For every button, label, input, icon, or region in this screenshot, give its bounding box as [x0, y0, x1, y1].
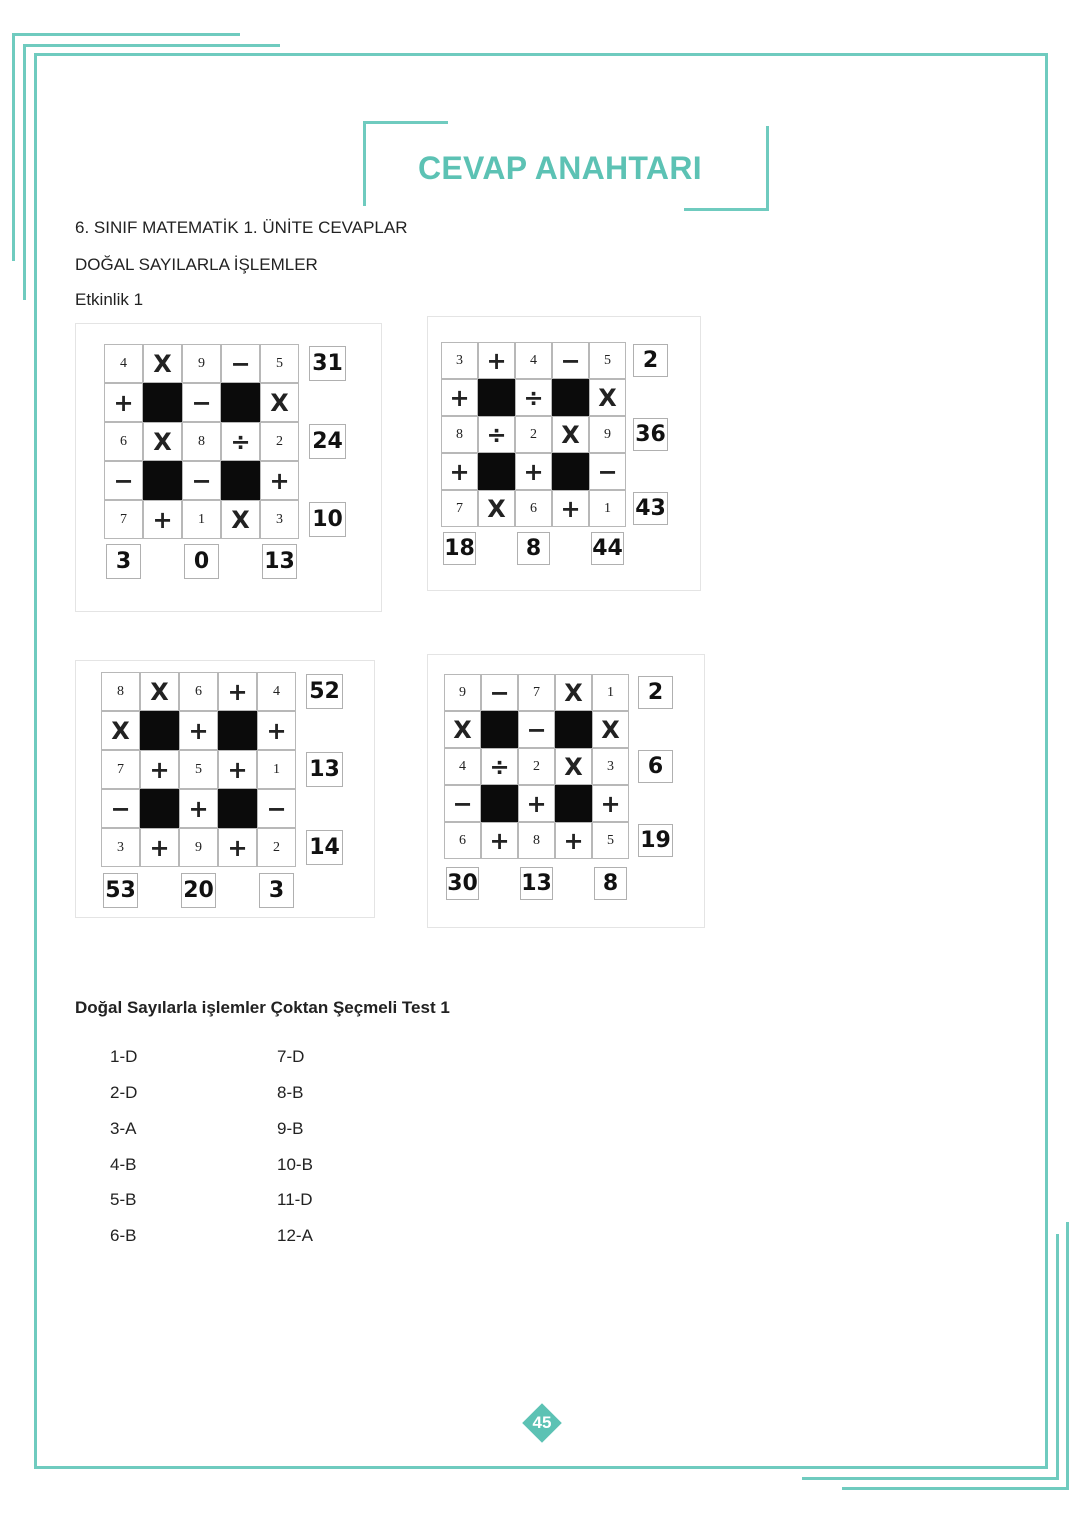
puzzle-operator-cell: + [518, 785, 555, 822]
puzzle-operator-cell: X [101, 711, 140, 750]
puzzle-operator-cell: − [182, 383, 221, 422]
puzzle-operator-cell: X [552, 416, 589, 453]
puzzle-number-cell: 1 [257, 750, 296, 789]
topic-heading: DOĞAL SAYILARLA İŞLEMLER [75, 255, 318, 274]
puzzle-operator-cell: + [218, 828, 257, 867]
column-result-box: 53 [103, 873, 138, 908]
puzzle-operator-cell: + [441, 379, 478, 416]
puzzle-operator-cell: + [143, 500, 182, 539]
test-title: Doğal Sayılarla işlemler Çoktan Şeçmeli Test 1 [75, 998, 450, 1017]
column-result-box: 8 [517, 532, 550, 565]
row-result-box: 2 [638, 676, 673, 709]
puzzle-black-cell [552, 379, 589, 416]
puzzle-operator-cell: + [260, 461, 299, 500]
puzzle-operator-cell: + [140, 750, 179, 789]
puzzle-number-cell: 4 [444, 748, 481, 785]
puzzle-number-cell: 3 [441, 342, 478, 379]
puzzle-number-cell: 4 [515, 342, 552, 379]
puzzle-black-cell [221, 461, 260, 500]
puzzle-operator-cell: ÷ [515, 379, 552, 416]
puzzle-panel-1 [75, 323, 382, 612]
puzzle-operator-cell: + [555, 822, 592, 859]
column-result-box: 20 [181, 873, 216, 908]
puzzle-operator-cell: X [589, 379, 626, 416]
puzzle-operator-cell: X [555, 748, 592, 785]
answer-item: 8-B [277, 1083, 304, 1102]
puzzle-operator-cell: ÷ [478, 416, 515, 453]
puzzle-operator-cell: − [552, 342, 589, 379]
puzzle-operator-cell: X [555, 674, 592, 711]
puzzle-black-cell [555, 785, 592, 822]
answer-item: 10-B [277, 1155, 313, 1174]
answer-item: 2-D [110, 1083, 138, 1102]
column-result-box: 13 [262, 544, 297, 579]
puzzle-number-cell: 8 [101, 672, 140, 711]
puzzle-operator-cell: − [589, 453, 626, 490]
puzzle-number-cell: 7 [441, 490, 478, 527]
row-result-box: 43 [633, 492, 668, 525]
puzzle-number-cell: 9 [179, 828, 218, 867]
row-result-box: 19 [638, 824, 673, 857]
column-result-box: 3 [106, 544, 141, 579]
puzzle-black-cell [140, 789, 179, 828]
puzzle-number-cell: 2 [260, 422, 299, 461]
puzzle-operator-cell: + [104, 383, 143, 422]
column-result-box: 3 [259, 873, 294, 908]
puzzle-number-cell: 9 [444, 674, 481, 711]
puzzle-number-cell: 9 [589, 416, 626, 453]
puzzle-black-cell [221, 383, 260, 422]
puzzle-black-cell [218, 711, 257, 750]
puzzle-number-cell: 6 [515, 490, 552, 527]
puzzle-operator-cell: + [257, 711, 296, 750]
puzzle-black-cell [481, 785, 518, 822]
puzzle-operator-cell: − [182, 461, 221, 500]
puzzle-black-cell [143, 383, 182, 422]
activity-heading: Etkinlik 1 [75, 290, 144, 309]
answer-item: 1-D [110, 1047, 138, 1066]
answer-item: 4-B [110, 1155, 137, 1174]
answer-item: 12-A [277, 1226, 313, 1245]
puzzle-number-cell: 4 [104, 344, 143, 383]
puzzle-operator-cell: X [444, 711, 481, 748]
puzzle-operator-cell: − [518, 711, 555, 748]
puzzle-black-cell [478, 379, 515, 416]
puzzle-black-cell [218, 789, 257, 828]
puzzle-operator-cell: + [481, 822, 518, 859]
puzzle-number-cell: 8 [182, 422, 221, 461]
puzzle-number-cell: 3 [260, 500, 299, 539]
puzzle-operator-cell: X [140, 672, 179, 711]
puzzle-number-cell: 5 [260, 344, 299, 383]
puzzle-operator-cell: ÷ [221, 422, 260, 461]
puzzle-black-cell [555, 711, 592, 748]
puzzle-panel-4 [427, 654, 705, 928]
answer-item: 7-D [277, 1047, 305, 1066]
puzzle-number-cell: 1 [589, 490, 626, 527]
puzzle-black-cell [143, 461, 182, 500]
puzzle-operator-cell: + [218, 672, 257, 711]
row-result-box: 36 [633, 418, 668, 451]
puzzle-black-cell [140, 711, 179, 750]
puzzle-number-cell: 5 [179, 750, 218, 789]
puzzle-number-cell: 9 [182, 344, 221, 383]
grade-heading: 6. SINIF MATEMATİK 1. ÜNİTE CEVAPLAR [75, 218, 408, 237]
puzzle-number-cell: 6 [179, 672, 218, 711]
puzzle-operator-cell: + [218, 750, 257, 789]
puzzle-number-cell: 2 [518, 748, 555, 785]
column-result-box: 30 [446, 867, 479, 900]
puzzle-operator-cell: + [478, 342, 515, 379]
puzzle-operator-cell: − [104, 461, 143, 500]
answer-item: 3-A [110, 1119, 137, 1138]
column-result-box: 44 [591, 532, 624, 565]
column-result-box: 8 [594, 867, 627, 900]
puzzle-operator-cell: X [143, 344, 182, 383]
puzzle-operator-cell: X [143, 422, 182, 461]
puzzle-number-cell: 7 [518, 674, 555, 711]
puzzle-number-cell: 8 [441, 416, 478, 453]
puzzle-operator-cell: − [257, 789, 296, 828]
puzzle-operator-cell: X [221, 500, 260, 539]
puzzle-panel-2 [427, 316, 701, 591]
answer-item: 6-B [110, 1226, 137, 1245]
puzzle-number-cell: 2 [515, 416, 552, 453]
puzzle-number-cell: 6 [444, 822, 481, 859]
row-result-box: 31 [309, 346, 346, 381]
page-number-badge [523, 1404, 561, 1442]
puzzle-operator-cell: X [592, 711, 629, 748]
puzzle-number-cell: 8 [518, 822, 555, 859]
puzzle-operator-cell: + [515, 453, 552, 490]
puzzle-panel-3 [75, 660, 375, 918]
puzzle-number-cell: 5 [592, 822, 629, 859]
puzzle-operator-cell: + [592, 785, 629, 822]
column-result-box: 18 [443, 532, 476, 565]
row-result-box: 6 [638, 750, 673, 783]
answer-item: 9-B [277, 1119, 304, 1138]
puzzle-operator-cell: + [140, 828, 179, 867]
row-result-box: 2 [633, 344, 668, 377]
puzzle-number-cell: 3 [101, 828, 140, 867]
puzzle-number-cell: 5 [589, 342, 626, 379]
puzzle-operator-cell: X [478, 490, 515, 527]
puzzle-operator-cell: + [179, 711, 218, 750]
puzzle-number-cell: 2 [257, 828, 296, 867]
puzzle-operator-cell: − [481, 674, 518, 711]
puzzle-operator-cell: − [101, 789, 140, 828]
puzzle-number-cell: 6 [104, 422, 143, 461]
puzzle-operator-cell: − [221, 344, 260, 383]
page-title: CEVAP ANAHTARI [418, 150, 702, 186]
puzzle-operator-cell: − [444, 785, 481, 822]
puzzle-number-cell: 1 [182, 500, 221, 539]
column-result-box: 13 [520, 867, 553, 900]
row-result-box: 14 [306, 830, 343, 865]
row-result-box: 13 [306, 752, 343, 787]
puzzle-number-cell: 7 [104, 500, 143, 539]
puzzle-number-cell: 7 [101, 750, 140, 789]
puzzle-number-cell: 1 [592, 674, 629, 711]
row-result-box: 10 [309, 502, 346, 537]
puzzle-operator-cell: + [552, 490, 589, 527]
page-number: 45 [532, 1413, 552, 1432]
row-result-box: 52 [306, 674, 343, 709]
answer-item: 11-D [277, 1190, 313, 1209]
puzzle-number-cell: 4 [257, 672, 296, 711]
puzzle-black-cell [481, 711, 518, 748]
puzzle-black-cell [478, 453, 515, 490]
puzzle-operator-cell: + [179, 789, 218, 828]
answer-item: 5-B [110, 1190, 137, 1209]
puzzle-operator-cell: + [441, 453, 478, 490]
row-result-box: 24 [309, 424, 346, 459]
puzzle-number-cell: 3 [592, 748, 629, 785]
column-result-box: 0 [184, 544, 219, 579]
puzzle-black-cell [552, 453, 589, 490]
puzzle-operator-cell: X [260, 383, 299, 422]
puzzle-operator-cell: ÷ [481, 748, 518, 785]
